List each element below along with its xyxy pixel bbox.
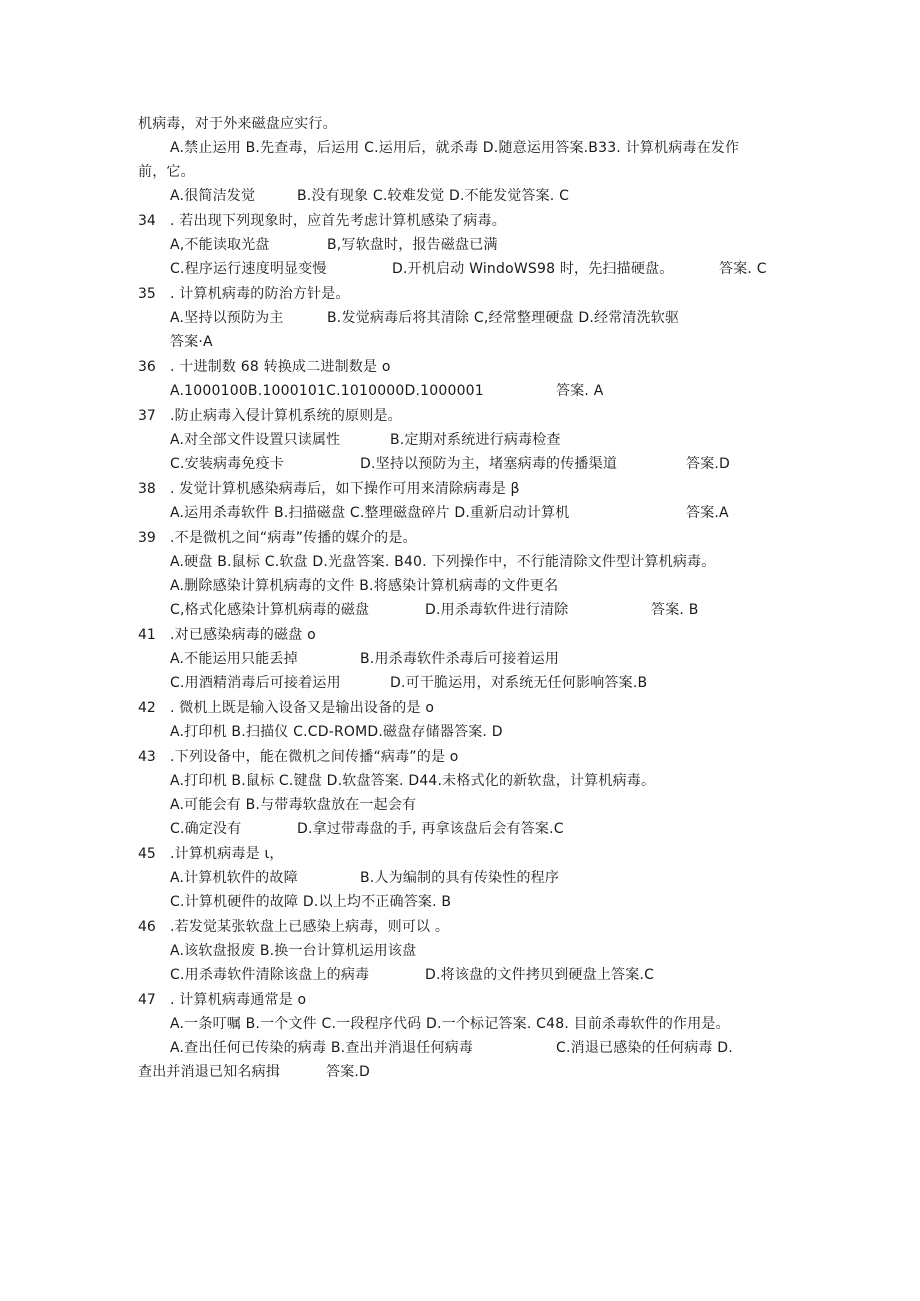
- option-line: C.确定没有: [170, 821, 242, 837]
- text-line: 前，它。: [138, 164, 195, 180]
- question-number: 37: [138, 408, 156, 424]
- question-text: . 微机上既是输入设备又是输出设备的是 o: [170, 700, 435, 716]
- answer-text: 答案.D: [326, 1064, 371, 1080]
- option-line: A.可能会有 B.与带毒软盘放在一起会有: [170, 797, 417, 813]
- question-text: . 计算机病毒通常是 o: [170, 992, 307, 1008]
- question-text: .计算机病毒是 ι，: [170, 846, 284, 862]
- option-line: D.拿过带毒盘的手, 再拿该盘后会有答案.C: [297, 821, 564, 837]
- option-line: 查出并消退已知名病揖: [138, 1064, 280, 1080]
- option-line: A.不能运用只能丢掉: [170, 651, 298, 667]
- option-line: A.一条叮嘱 B.一个文件 C.一段程序代码 D.一个标记答案. C48. 目前杀毒软件的作用是。: [170, 1016, 730, 1032]
- question-text: .不是微机之间“病毒”传播的媒介的是。: [170, 530, 417, 546]
- question-number: 39: [138, 530, 156, 546]
- answer-text: 答案. A: [556, 383, 604, 399]
- option-line: A.查出任何已传染的病毒 B.查出并消退任何病毒: [170, 1040, 474, 1056]
- text-line: 机病毒，对于外来磁盘应实行。: [138, 116, 337, 132]
- option-line: C.计算机硬件的故障 D.以上均不正确答案. B: [170, 894, 452, 910]
- option-line: C.程序运行速度明显变慢: [170, 261, 327, 277]
- option-line: C.用杀毒软件清除该盘上的病毒: [170, 967, 370, 983]
- question-text: .下列设备中，能在微机之间传播“病毒”的是 o: [170, 749, 459, 765]
- question-number: 46: [138, 919, 156, 935]
- question-number: 43: [138, 749, 156, 765]
- question-text: . 发觉计算机感染病毒后，如下操作可用来清除病毒是 β: [170, 481, 520, 497]
- question-number: 34: [138, 213, 156, 229]
- option-line: A,不能读取光盘: [170, 237, 270, 253]
- question-text: .对已感染病毒的磁盘 o: [170, 627, 316, 643]
- option-line: D.坚持以预防为主，堵塞病毒的传播渠道: [360, 456, 618, 472]
- option-line: A.计算机软件的故障: [170, 870, 298, 886]
- answer-text: 答案.A: [686, 505, 729, 521]
- option-line: A.运用杀毒软件 B.扫描磁盘 C.整理磁盘碎片 D.重新启动计算机: [170, 505, 570, 521]
- option-line: C.用酒精消毒后可接着运用: [170, 675, 341, 691]
- option-line: C.安装病毒免疫卡: [170, 456, 285, 472]
- option-line: A.该软盘报废 B.换一台计算机运用该盘: [170, 943, 417, 959]
- option-line: A.硬盘 B.鼠标 C.软盘 D.光盘答案. B40. 下列操作中，不行能清除文件型计算机病毒。: [170, 554, 716, 570]
- question-number: 38: [138, 481, 156, 497]
- option-line: A.打印机 B.鼠标 C.键盘 D.软盘答案. D44.未格式化的新软盘，计算机病毒。: [170, 773, 656, 789]
- option-line: B.人为编制的具有传染性的程序: [360, 870, 560, 886]
- question-text: .防止病毒入侵计算机系统的原则是。: [170, 408, 402, 424]
- option-line: B,写软盘时，报告磁盘已满: [327, 237, 498, 253]
- question-text: .若发觉某张软盘上已感染上病毒，则可以 。: [170, 919, 450, 935]
- question-number: 42: [138, 700, 156, 716]
- question-text: . 计算机病毒的防治方针是。: [170, 286, 350, 302]
- answer-text: 答案.D: [686, 456, 731, 472]
- answer-text: 答案. B: [651, 602, 699, 618]
- question-number: 45: [138, 846, 156, 862]
- option-line: A.很简洁发觉: [170, 188, 256, 204]
- option-line: B.没有现象 C.较难发觉 D.不能发觉答案. C: [297, 188, 570, 204]
- option-line: D.用杀毒软件进行清除: [425, 602, 569, 618]
- option-line: A.坚持以预防为主: [170, 310, 284, 326]
- option-line: B.用杀毒软件杀毒后可接着运用: [360, 651, 560, 667]
- text-line: A.禁止运用 B.先查毒，后运用 C.运用后，就杀毒 D.随意运用答案.B33. 计算机病毒在发作: [170, 140, 740, 156]
- question-number: 47: [138, 992, 156, 1008]
- option-line: D.开机启动 WindoWS98 时，先扫描硬盘。: [392, 261, 674, 277]
- option-line: B.定期对系统进行病毒检查: [390, 432, 561, 448]
- option-line: C.消退已感染的任何病毒 D.: [556, 1040, 733, 1056]
- question-number: 41: [138, 627, 156, 643]
- answer-text: 答案. C: [719, 261, 767, 277]
- option-line: C,格式化感染计算机病毒的磁盘: [170, 602, 370, 618]
- answer-text: 答案·A: [170, 334, 213, 350]
- question-number: 36: [138, 359, 156, 375]
- question-text: . 若出现下列现象时，应首先考虑计算机感染了病毒。: [170, 213, 506, 229]
- option-line: B.发觉病毒后将其清除 C,经常整理硬盘 D.经常清洗软驱: [327, 310, 680, 326]
- option-line: D.将该盘的文件拷贝到硬盘上答案.C: [425, 967, 655, 983]
- option-line: D.可干脆运用，对系统无任何影响答案.B: [390, 675, 648, 691]
- option-line: A.1000100B.1000101C.1010000D.1000001: [170, 383, 484, 399]
- option-line: A.打印机 B.扫描仪 C.CD-ROMD.磁盘存储器答案. D: [170, 724, 503, 740]
- option-line: A.删除感染计算机病毒的文件 B.将感染计算机病毒的文件更名: [170, 578, 559, 594]
- question-number: 35: [138, 286, 156, 302]
- option-line: A.对全部文件设置只读属性: [170, 432, 341, 448]
- question-text: . 十进制数 68 转换成二进制数是 o: [170, 359, 391, 375]
